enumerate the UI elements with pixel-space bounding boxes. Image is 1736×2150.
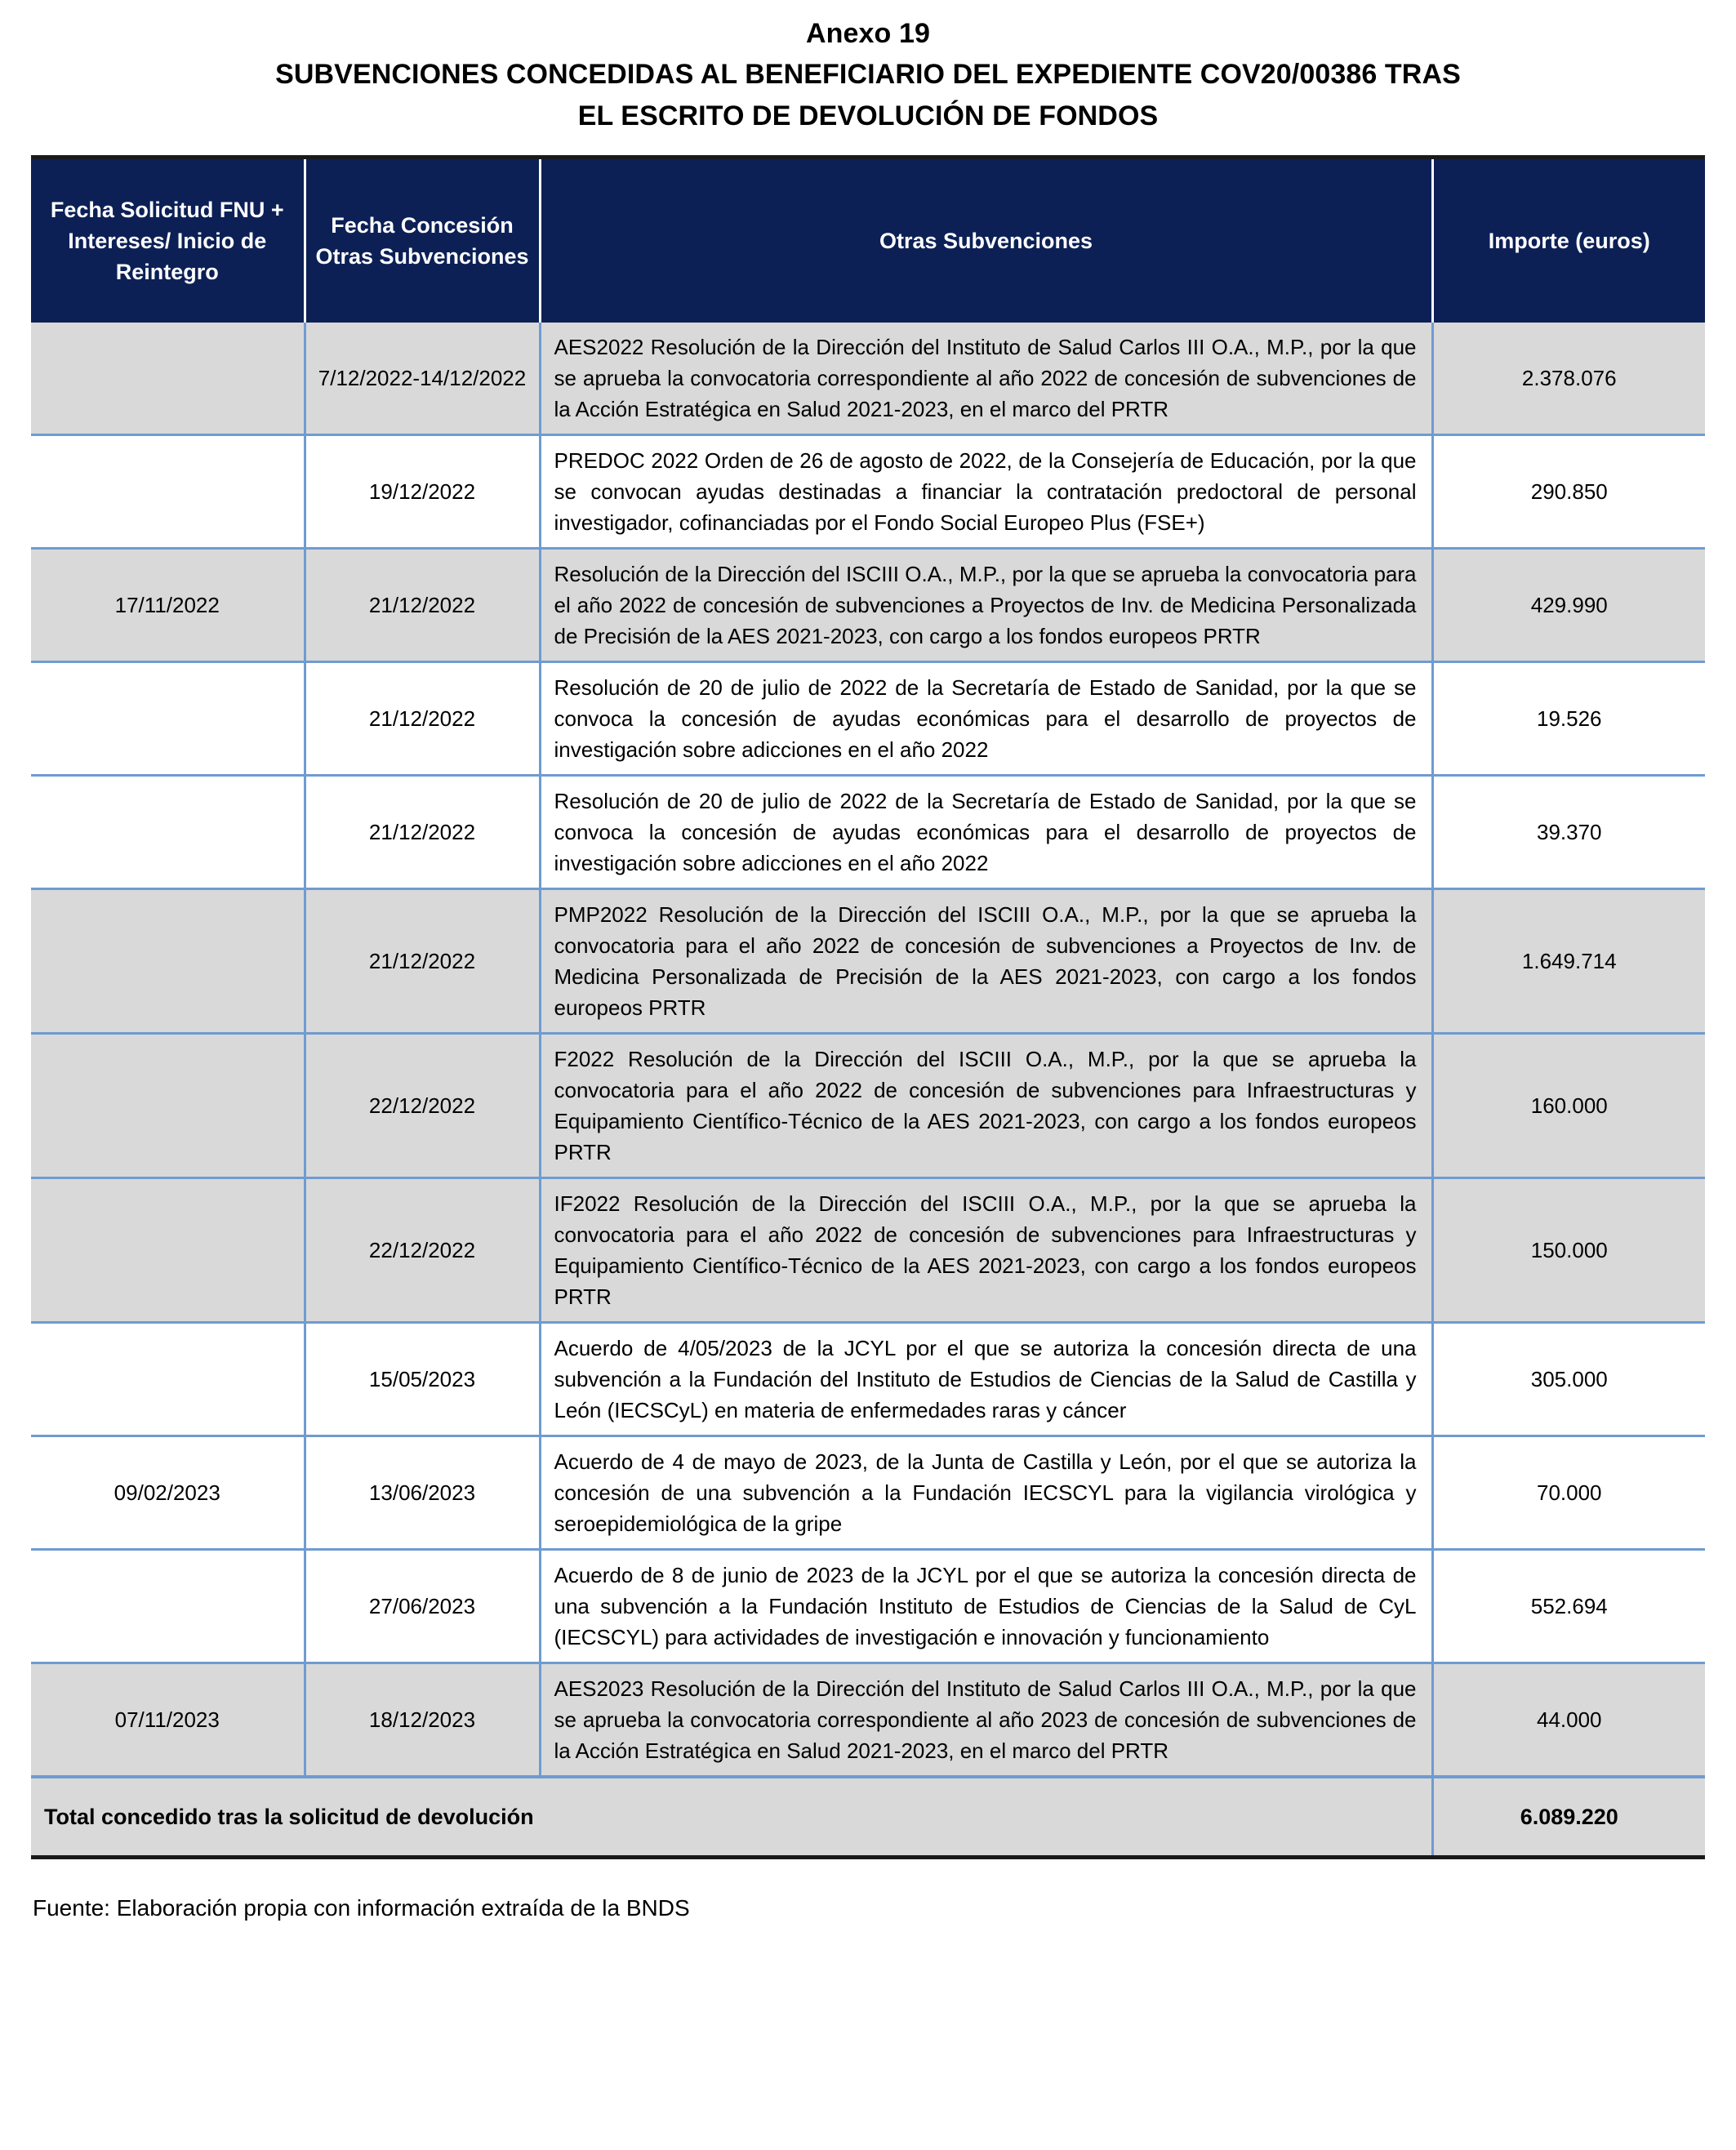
table-row [31, 662, 1705, 776]
cell-importe: 290.850 [1432, 435, 1705, 549]
cell-importe: 70.000 [1432, 1436, 1705, 1550]
cell-fecha-solicitud: 09/02/2023 [31, 1436, 305, 1550]
table-row [31, 323, 1705, 435]
table-row [31, 889, 1705, 1034]
cell-fecha-solicitud [31, 662, 305, 776]
annex-label: Anexo 19 [806, 18, 930, 49]
cell-fecha-solicitud [31, 323, 305, 435]
cell-fecha-solicitud: 07/11/2023 [31, 1663, 305, 1778]
cell-otras-subvenciones: PMP2022 Resolución de la Dirección del ISCIII O.A., M.P., por la que se aprueba la convocatoria para el año 2022 de concesión de subvenciones a Proyectos de Inv. de Medicina Personalizada de Precisión de la AES 2021-2023, con cargo a los fondos europeos PRTR [540, 889, 1432, 1034]
cell-otras-subvenciones: Acuerdo de 4 de mayo de 2023, de la Junta de Castilla y León, por el que se autoriza la concesión de una subvención a la Fundación IECSCYL para la vigilancia virológica y seroepidemiológica de la gripe [540, 1436, 1432, 1550]
cell-otras-subvenciones: Acuerdo de 4/05/2023 de la JCYL por el que se autoriza la concesión directa de una subvención a la Fundación del Instituto de Estudios de Ciencias de la Salud de Castilla y León (IECSCyL) en materia de enfermedades raras y cáncer [540, 1323, 1432, 1436]
cell-fecha-concesion: 21/12/2022 [305, 776, 540, 889]
column-header-fecha-concesion: Fecha Concesión Otras Subvenciones [305, 159, 540, 323]
cell-fecha-concesion: 7/12/2022-14/12/2022 [305, 323, 540, 435]
cell-importe: 150.000 [1432, 1178, 1705, 1323]
total-label: Total concedido tras la solicitud de devolución [31, 1777, 1432, 1855]
total-value: 6.089.220 [1432, 1777, 1705, 1855]
cell-fecha-solicitud [31, 1323, 305, 1436]
page-title-line-1: SUBVENCIONES CONCEDIDAS AL BENEFICIARIO DEL EXPEDIENTE COV20/00386 TRAS [275, 59, 1461, 90]
cell-fecha-concesion: 18/12/2023 [305, 1663, 540, 1778]
cell-fecha-concesion: 22/12/2022 [305, 1178, 540, 1323]
cell-fecha-solicitud [31, 1550, 305, 1663]
cell-otras-subvenciones: Resolución de la Dirección del ISCIII O.A., M.P., por la que se aprueba la convocatoria para el año 2022 de concesión de subvenciones a Proyectos de Inv. de Medicina Personalizada de Precisión de la AES 2021-2023, con cargo a los fondos europeos PRTR [540, 549, 1432, 662]
cell-fecha-concesion: 19/12/2022 [305, 435, 540, 549]
cell-fecha-concesion: 15/05/2023 [305, 1323, 540, 1436]
cell-otras-subvenciones: F2022 Resolución de la Dirección del ISCIII O.A., M.P., por la que se aprueba la convocatoria para el año 2022 de concesión de subvenciones para Infraestructuras y Equipamiento Científico-Técnico de la AES 2021-2023, con cargo a los fondos europeos PRTR [540, 1034, 1432, 1178]
cell-fecha-concesion: 21/12/2022 [305, 662, 540, 776]
cell-importe: 39.370 [1432, 776, 1705, 889]
cell-otras-subvenciones: PREDOC 2022 Orden de 26 de agosto de 2022, de la Consejería de Educación, por la que se convocan ayudas destinadas a financiar la contratación predoctoral de personal investigador, cofinanciadas por el Fondo Social Europeo Plus (FSE+) [540, 435, 1432, 549]
cell-otras-subvenciones: AES2022 Resolución de la Dirección del Instituto de Salud Carlos III O.A., M.P., por la que se aprueba la convocatoria correspondiente al año 2022 de concesión de subvenciones de la Acción Estratégica en Salud 2021-2023, en el marco del PRTR [540, 323, 1432, 435]
cell-fecha-solicitud: 17/11/2022 [31, 549, 305, 662]
cell-otras-subvenciones: IF2022 Resolución de la Dirección del ISCIII O.A., M.P., por la que se aprueba la convocatoria para el año 2022 de concesión de subvenciones para Infraestructuras y Equipamiento Científico-Técnico de la AES 2021-2023, con cargo a los fondos europeos PRTR [540, 1178, 1432, 1323]
cell-importe: 552.694 [1432, 1550, 1705, 1663]
table-row [31, 1550, 1705, 1663]
cell-importe: 19.526 [1432, 662, 1705, 776]
table-body [31, 323, 1705, 1855]
page-title-line-2: EL ESCRITO DE DEVOLUCIÓN DE FONDOS [577, 100, 1159, 131]
table-row [31, 1663, 1705, 1778]
table-row [31, 1034, 1705, 1178]
cell-fecha-solicitud [31, 1178, 305, 1323]
cell-importe: 1.649.714 [1432, 889, 1705, 1034]
table-row [31, 549, 1705, 662]
cell-fecha-concesion: 21/12/2022 [305, 889, 540, 1034]
cell-otras-subvenciones: Acuerdo de 8 de junio de 2023 de la JCYL por el que se autoriza la concesión directa de una subvención a la Fundación Instituto de Estudios de Ciencias de la Salud de CyL (IECSCYL) para actividades de investigación e innovación y funcionamiento [540, 1550, 1432, 1663]
source-note: Fuente: Elaboración propia con información extraída de la BNDS [33, 1895, 690, 1921]
cell-fecha-solicitud [31, 435, 305, 549]
cell-otras-subvenciones: Resolución de 20 de julio de 2022 de la Secretaría de Estado de Sanidad, por la que se convoca la concesión de ayudas económicas para el desarrollo de proyectos de investigación sobre adicciones en el año 2022 [540, 776, 1432, 889]
table-row [31, 435, 1705, 549]
grants-table [31, 159, 1705, 1855]
table-header [31, 159, 1705, 323]
column-header-fecha-solicitud: Fecha Solicitud FNU + Intereses/ Inicio de Reintegro [31, 159, 305, 323]
grants-table-wrapper [31, 155, 1705, 1859]
table-header-row [31, 159, 1705, 323]
cell-importe: 44.000 [1432, 1663, 1705, 1778]
cell-otras-subvenciones: AES2023 Resolución de la Dirección del Instituto de Salud Carlos III O.A., M.P., por la que se aprueba la convocatoria correspondiente al año 2023 de concesión de subvenciones de la Acción Estratégica en Salud 2021-2023, en el marco del PRTR [540, 1663, 1432, 1778]
cell-fecha-solicitud [31, 1034, 305, 1178]
cell-importe: 2.378.076 [1432, 323, 1705, 435]
cell-otras-subvenciones: Resolución de 20 de julio de 2022 de la Secretaría de Estado de Sanidad, por la que se convoca la concesión de ayudas económicas para el desarrollo de proyectos de investigación sobre adicciones en el año 2022 [540, 662, 1432, 776]
column-header-otras-subvenciones: Otras Subvenciones [540, 159, 1432, 323]
table-total-row [31, 1777, 1705, 1855]
cell-fecha-concesion: 13/06/2023 [305, 1436, 540, 1550]
table-row [31, 1436, 1705, 1550]
cell-fecha-concesion: 27/06/2023 [305, 1550, 540, 1663]
cell-importe: 160.000 [1432, 1034, 1705, 1178]
cell-importe: 305.000 [1432, 1323, 1705, 1436]
cell-importe: 429.990 [1432, 549, 1705, 662]
title-block [31, 0, 1705, 137]
cell-fecha-concesion: 21/12/2022 [305, 549, 540, 662]
cell-fecha-solicitud [31, 776, 305, 889]
cell-fecha-solicitud [31, 889, 305, 1034]
table-row [31, 1178, 1705, 1323]
table-row [31, 1323, 1705, 1436]
column-header-importe: Importe (euros) [1432, 159, 1705, 323]
cell-fecha-concesion: 22/12/2022 [305, 1034, 540, 1178]
table-row [31, 776, 1705, 889]
